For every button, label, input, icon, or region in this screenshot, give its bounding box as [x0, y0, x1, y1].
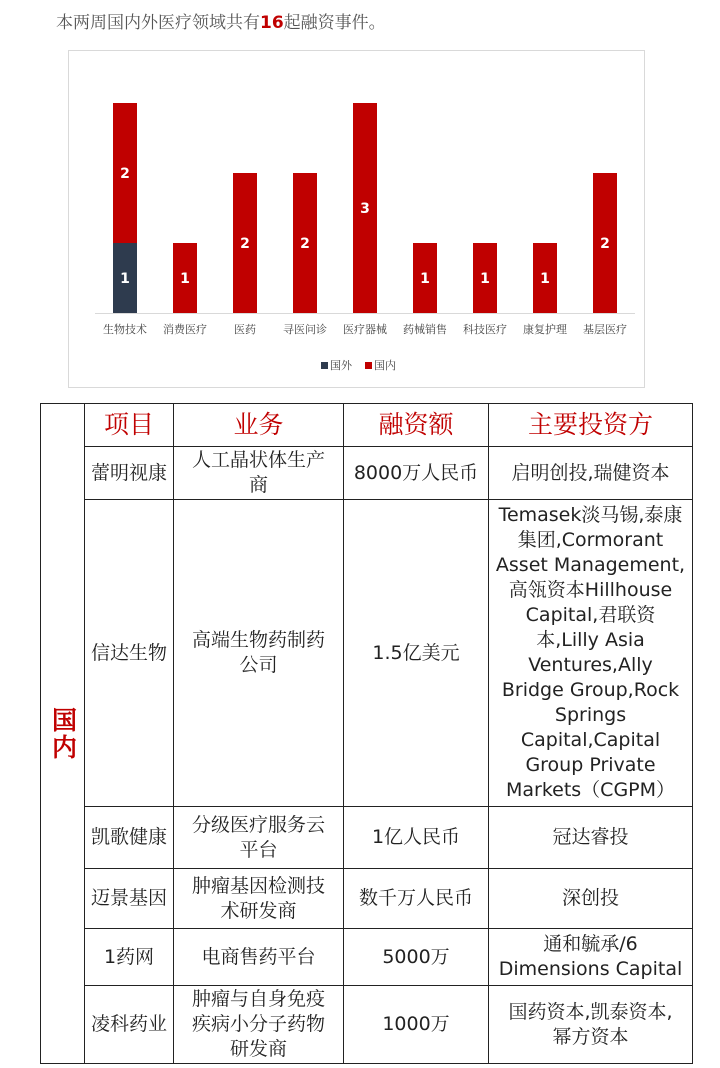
- cell-project: 迈景基因: [85, 869, 174, 929]
- cell-investors: 通和毓承/6 Dimensions Capital: [489, 929, 693, 986]
- header-amount: 融资额: [344, 404, 489, 447]
- cell-investors: 国药资本,凯泰资本, 幂方资本: [489, 986, 693, 1064]
- intro-prefix: 本两周国内外医疗领域共有: [56, 13, 260, 33]
- cell-amount: 5000万: [344, 929, 489, 986]
- table-row: [41, 500, 693, 807]
- tick-label-2: 医药: [234, 323, 256, 336]
- tick-label-0: 生物技术: [103, 323, 147, 336]
- tick-label-7: 康复护理: [523, 323, 567, 336]
- header-investors: 主要投资方: [489, 404, 693, 447]
- cell-amount: 1亿人民币: [344, 807, 489, 869]
- data-label-domestic-1: 1: [180, 271, 190, 287]
- data-label-domestic-0: 2: [120, 166, 130, 182]
- table-header-row: [41, 404, 693, 447]
- financing-bar-chart: [68, 50, 645, 388]
- cell-business: 高端生物药制药 公司: [174, 500, 344, 807]
- tick-label-8: 基层医疗: [583, 323, 627, 336]
- header-business: 业务: [174, 404, 344, 447]
- table-row: [41, 447, 693, 500]
- data-label-domestic-2: 2: [240, 236, 250, 252]
- cell-investors: 冠达睿投: [489, 807, 693, 869]
- cell-project: 凯歌健康: [85, 807, 174, 869]
- cell-business: 人工晶状体生产 商: [174, 447, 344, 500]
- tick-label-6: 科技医疗: [463, 323, 507, 336]
- table-row: [41, 986, 693, 1064]
- tick-label-3: 寻医问诊: [283, 323, 327, 336]
- cell-project: 信达生物: [85, 500, 174, 807]
- cell-business: 电商售药平台: [174, 929, 344, 986]
- cell-amount: 1.5亿美元: [344, 500, 489, 807]
- legend-label-domestic: 国内: [374, 359, 396, 372]
- tick-label-4: 医疗器械: [343, 323, 387, 336]
- legend-swatch-domestic: [365, 362, 372, 369]
- tick-label-1: 消费医疗: [163, 323, 207, 336]
- cell-business: 肿瘤与自身免疫 疾病小分子药物 研发商: [174, 986, 344, 1064]
- financing-table: [40, 403, 693, 1064]
- data-label-domestic-6: 1: [480, 271, 490, 287]
- table-row: [41, 807, 693, 869]
- tick-label-5: 药械销售: [403, 323, 447, 336]
- legend-label-foreign: 国外: [330, 359, 352, 372]
- intro-suffix: 起融资事件。: [283, 13, 386, 33]
- chart-svg: [69, 51, 644, 387]
- cell-investors: Temasek淡马锡,泰康 集团,Cormorant Asset Management, 高瓴资本Hillhouse Capital,君联资 本,Lilly Asia Ventures,Ally Bridge Group,Rock Springs Capital,Capital Group Private Markets（CGPM）: [489, 500, 693, 807]
- table-row: [41, 929, 693, 986]
- cell-investors: 启明创投,瑞健资本: [489, 447, 693, 500]
- header-project: 项目: [85, 404, 174, 447]
- cell-business: 分级医疗服务云 平台: [174, 807, 344, 869]
- cell-amount: 1000万: [344, 986, 489, 1064]
- data-label-foreign-0: 1: [120, 271, 130, 287]
- intro-text: [56, 8, 386, 33]
- intro-count: 16: [260, 13, 284, 33]
- table-row: [41, 869, 693, 929]
- data-label-domestic-5: 1: [420, 271, 430, 287]
- cell-investors: 深创投: [489, 869, 693, 929]
- cell-project: 1药网: [85, 929, 174, 986]
- data-label-domestic-4: 3: [360, 201, 370, 217]
- data-label-domestic-8: 2: [600, 236, 610, 252]
- data-label-domestic-7: 1: [540, 271, 550, 287]
- legend-swatch-foreign: [321, 362, 328, 369]
- cell-business: 肿瘤基因检测技 术研发商: [174, 869, 344, 929]
- cell-project: 蕾明视康: [85, 447, 174, 500]
- cell-project: 凌科药业: [85, 986, 174, 1064]
- cell-amount: 8000万人民币: [344, 447, 489, 500]
- region-cell: 国内: [41, 404, 85, 1064]
- cell-amount: 数千万人民币: [344, 869, 489, 929]
- data-label-domestic-3: 2: [300, 236, 310, 252]
